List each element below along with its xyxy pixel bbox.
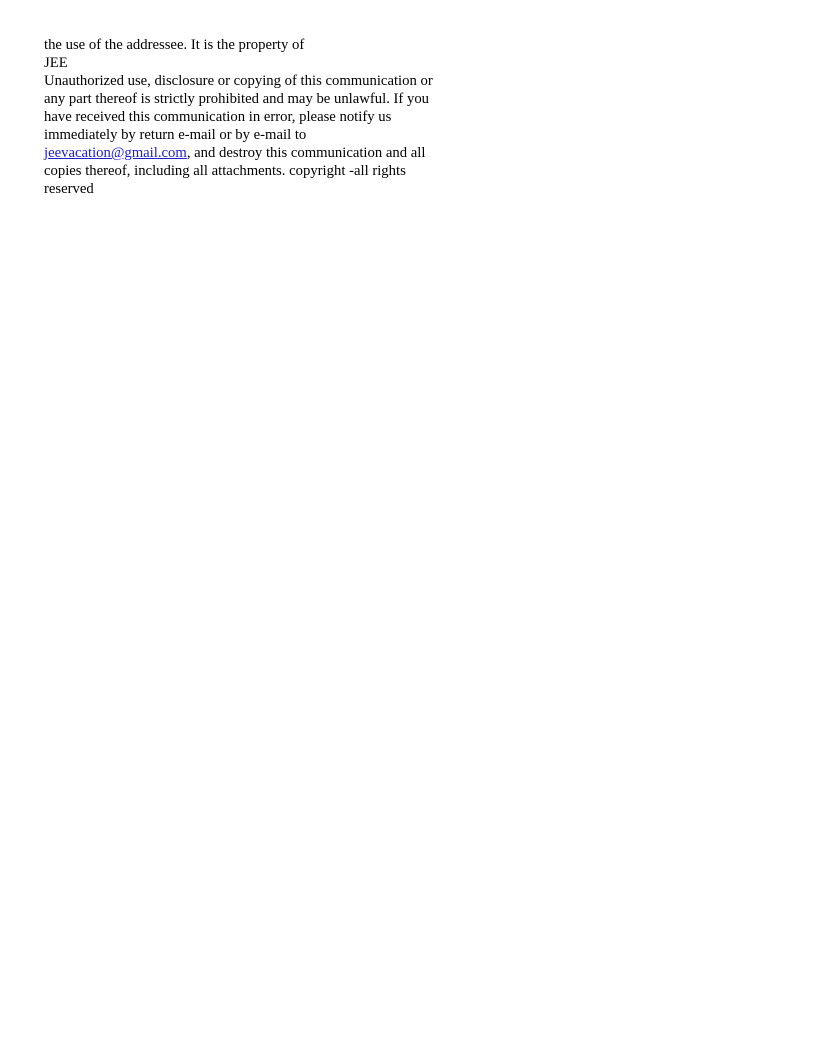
email-link[interactable]: jeevacation@gmail.com (44, 145, 187, 161)
disclaimer-line-2: JEE (44, 55, 68, 71)
disclaimer-text-after-email: , and destroy this communication and all copies thereof, including all attachments. copyright -all rights reserved (44, 145, 426, 197)
disclaimer-line-1: the use of the addressee. It is the property of (44, 37, 305, 53)
confidentiality-disclaimer (44, 36, 444, 198)
disclaimer-text-before-email: Unauthorized use, disclosure or copying of this communication or any part thereof is strictly prohibited and may be unlawful. If you have received this communication in error, please notify us immediately by return e-mail or by e-mail to (44, 73, 433, 143)
disclaimer-paragraph (44, 72, 444, 198)
